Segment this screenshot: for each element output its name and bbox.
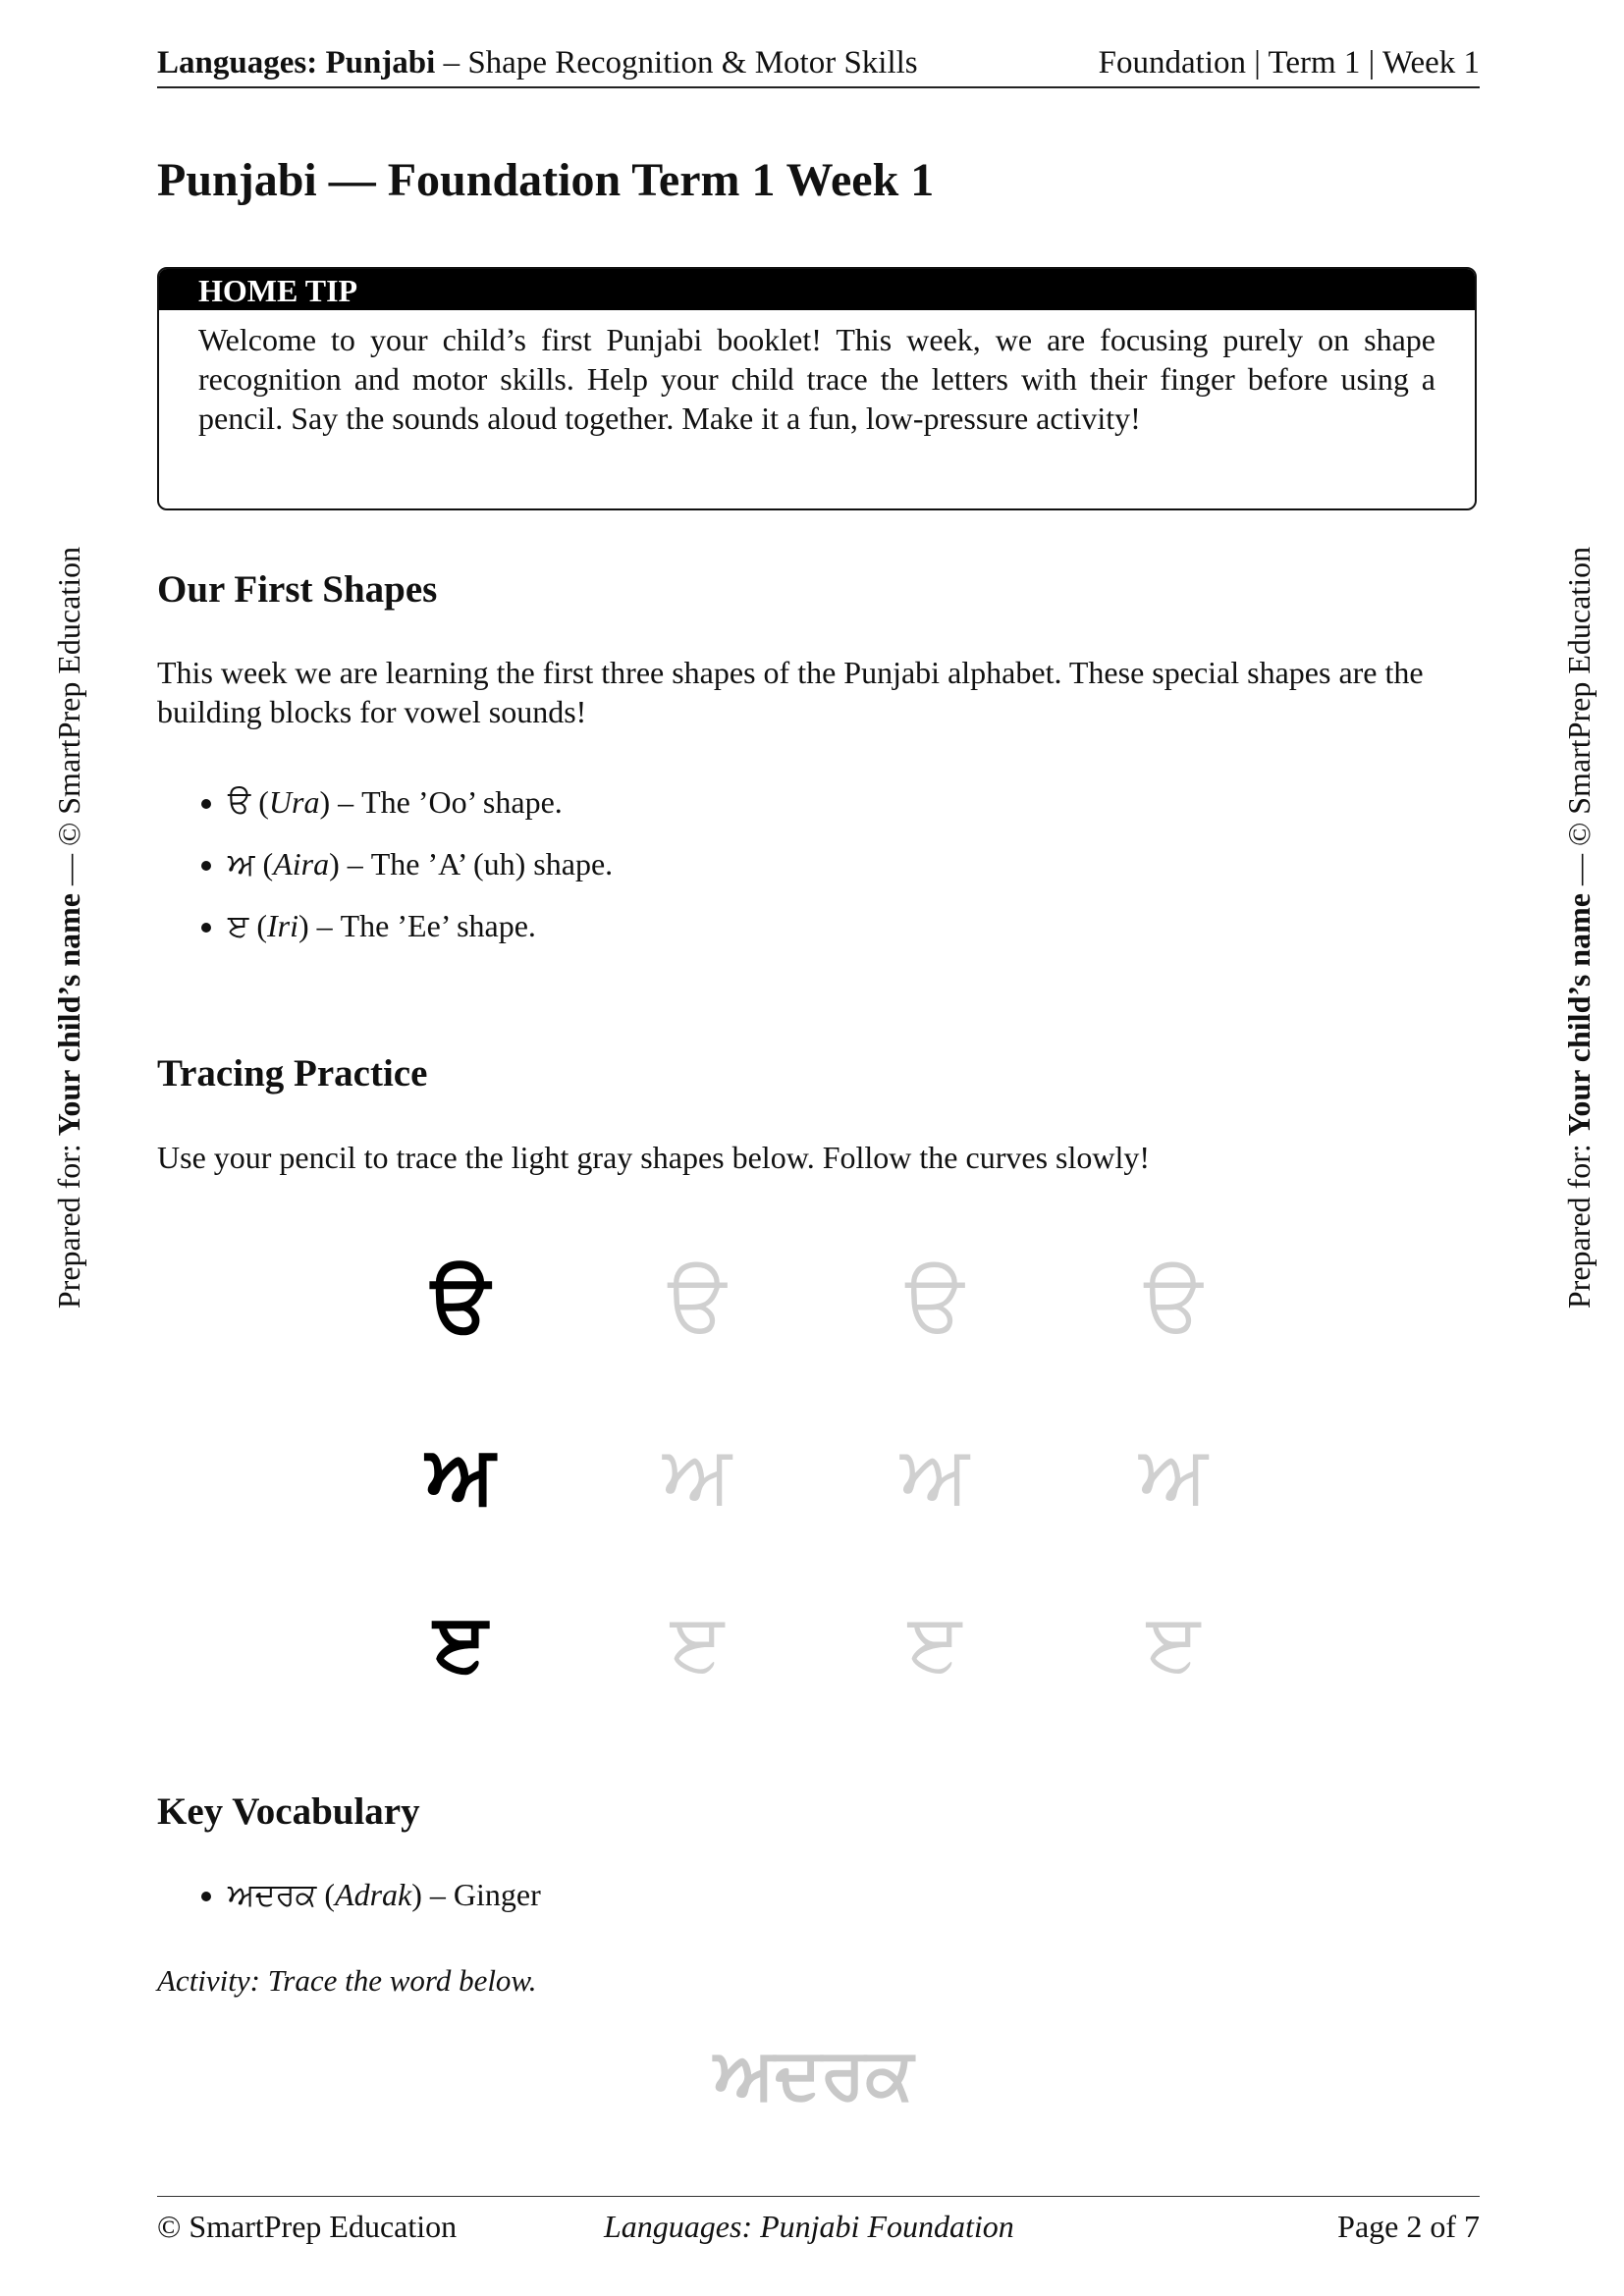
letter-description: ) – The ’Oo’ shape. bbox=[319, 784, 563, 820]
list-item bbox=[196, 844, 613, 883]
trace-ghost-letter[interactable]: ੲ bbox=[1146, 1596, 1201, 1689]
footer-copyright: © SmartPrep Education bbox=[157, 2209, 458, 2244]
side-label-prefix: Prepared for: bbox=[1561, 1136, 1597, 1309]
letter-name: Iri bbox=[266, 908, 298, 943]
section-heading-tracing: Tracing Practice bbox=[157, 1052, 428, 1095]
vocab-transliteration: Adrak bbox=[335, 1877, 412, 1912]
letter-glyph: ੲ bbox=[228, 907, 249, 944]
trace-model-letter: ੲ bbox=[433, 1596, 488, 1689]
header-subject-bold: Languages: Punjabi bbox=[157, 45, 436, 80]
letter-glyph: ੳ bbox=[228, 783, 251, 821]
home-tip-heading: HOME TIP bbox=[159, 269, 1475, 310]
trace-ghost-letter[interactable]: ਅ bbox=[899, 1428, 970, 1522]
letter-glyph: ਅ bbox=[228, 845, 255, 882]
letter-description: ) – The ’A’ (uh) shape. bbox=[329, 846, 614, 881]
side-label-left bbox=[49, 486, 88, 1369]
trace-ghost-letter[interactable]: ੲ bbox=[670, 1596, 725, 1689]
trace-model-letter: ੳ bbox=[431, 1256, 490, 1350]
paren-open: ( bbox=[254, 846, 274, 881]
footer-page-number: Page 2 of 7 bbox=[1337, 2209, 1480, 2244]
letter-name: Ura bbox=[268, 784, 320, 820]
page-header bbox=[157, 43, 1480, 88]
paren-open: ( bbox=[250, 784, 269, 820]
side-label-prefix: Prepared for: bbox=[51, 1136, 86, 1309]
list-item bbox=[196, 906, 613, 945]
side-label-suffix: — © SmartPrep Education bbox=[51, 546, 86, 894]
list-item bbox=[196, 782, 613, 822]
page-footer bbox=[157, 2196, 1480, 2248]
vocabulary-list bbox=[196, 1875, 541, 1937]
activity-instruction: Activity: Trace the word below. bbox=[157, 1963, 537, 1998]
trace-model-letter: ਅ bbox=[425, 1428, 496, 1522]
trace-ghost-letter[interactable]: ੳ bbox=[668, 1256, 727, 1350]
side-label-child-name: Your child’s name bbox=[51, 893, 86, 1137]
side-label-suffix: — © SmartPrep Education bbox=[1561, 546, 1597, 894]
trace-ghost-letter[interactable]: ਅ bbox=[1138, 1428, 1209, 1522]
page-title: Punjabi — Foundation Term 1 Week 1 bbox=[157, 154, 935, 206]
tracing-instructions: Use your pencil to trace the light gray shapes below. Follow the curves slowly! bbox=[157, 1140, 1151, 1175]
trace-ghost-letter[interactable]: ਅ bbox=[662, 1428, 732, 1522]
side-label-child-name: Your child’s name bbox=[1561, 893, 1597, 1137]
trace-ghost-letter[interactable]: ੳ bbox=[905, 1256, 964, 1350]
letter-name: Aira bbox=[273, 846, 330, 881]
header-term: Foundation | Term 1 | Week 1 bbox=[1098, 45, 1480, 80]
header-subject bbox=[157, 45, 918, 81]
section-heading-shapes: Our First Shapes bbox=[157, 568, 438, 611]
trace-ghost-letter[interactable]: ੳ bbox=[1144, 1256, 1203, 1350]
shapes-intro: This week we are learning the first three shapes of the Punjabi alphabet. These special shapes are the building blocks for vowel sounds! bbox=[157, 655, 1424, 729]
trace-ghost-letter[interactable]: ੲ bbox=[907, 1596, 962, 1689]
header-subject-rest: – Shape Recognition & Motor Skills bbox=[435, 45, 918, 80]
home-tip-box bbox=[157, 267, 1477, 510]
letter-description: ) – The ’Ee’ shape. bbox=[298, 908, 536, 943]
trace-word[interactable]: ਅਦਰਕ bbox=[714, 2032, 914, 2114]
footer-course: Languages: Punjabi Foundation bbox=[604, 2209, 1014, 2244]
vocab-word: ਅਦਰਕ bbox=[228, 1876, 317, 1913]
vocab-meaning: ) – Ginger bbox=[411, 1877, 541, 1912]
section-heading-vocabulary: Key Vocabulary bbox=[157, 1790, 420, 1833]
paren-open: ( bbox=[248, 908, 267, 943]
paren-open: ( bbox=[316, 1877, 336, 1912]
side-label-right bbox=[1559, 486, 1598, 1369]
home-tip-body: Welcome to your child’s first Punjabi booklet! This week, we are focusing purely on shape recognition and motor skills. Help your child trace the letters with their finger before using a pencil. Say the sounds aloud together. Make it a fun, low-pressure activity! bbox=[198, 322, 1435, 436]
shapes-list bbox=[196, 782, 613, 968]
list-item bbox=[196, 1875, 541, 1914]
